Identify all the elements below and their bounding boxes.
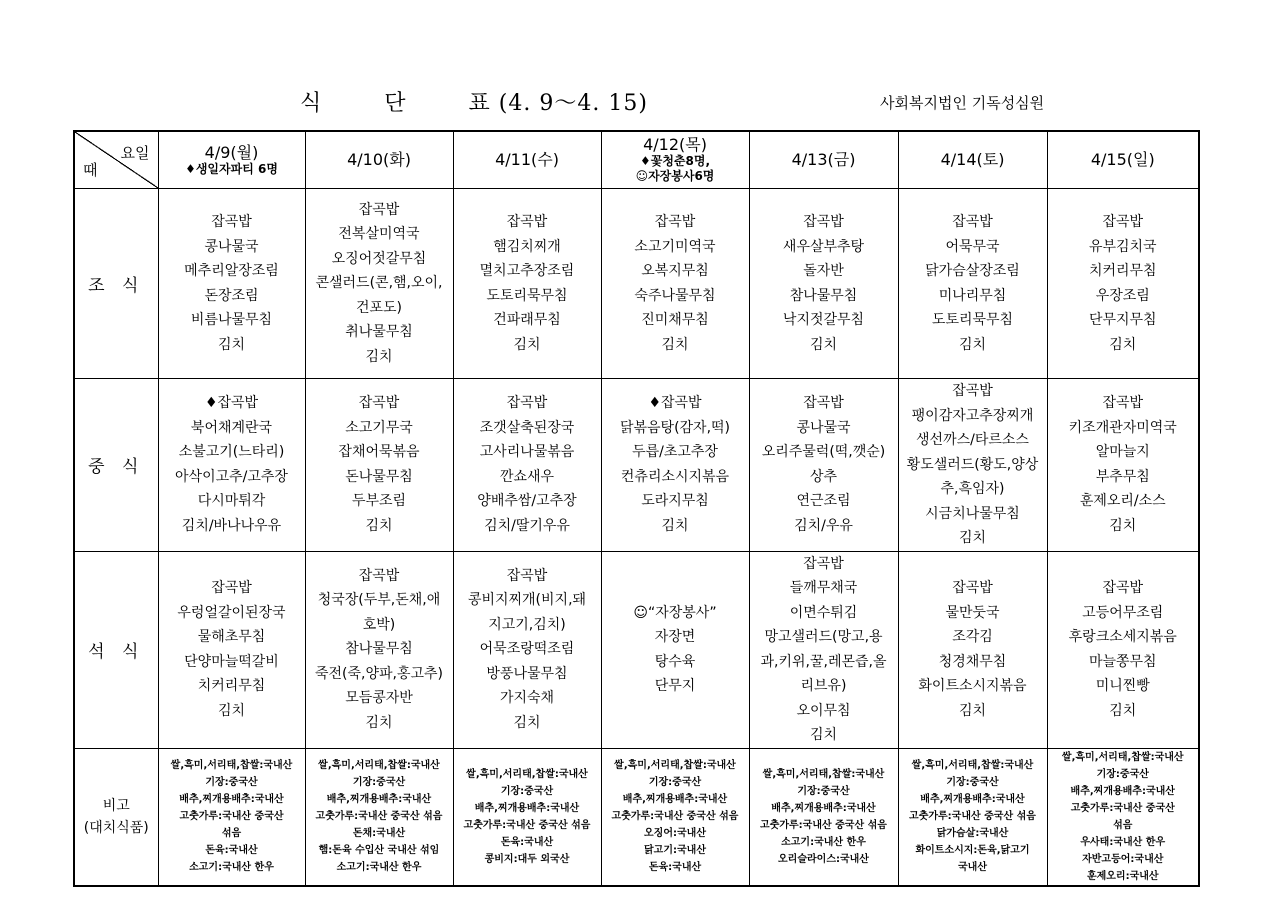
menu-item: 물해초무침 <box>197 629 266 645</box>
origin-note-cell <box>305 748 453 886</box>
menu-item: 잡곡밥 <box>1102 214 1144 230</box>
origin-note-line: 돈육:국내산 <box>205 845 258 856</box>
menu-item: 황도샐러드(황도,양상 <box>906 456 1039 473</box>
menu-item: 망고샐러드(망고,용 <box>764 629 883 645</box>
origin-note-line: 쌀,흑미,서리태,찹쌀:국내산 <box>170 760 293 771</box>
menu-item: 김치 <box>661 517 689 534</box>
day-header-mon: 4/9(월) ♦생일자파티 6명 <box>158 131 305 189</box>
menu-item: 치커리무침 <box>197 678 266 694</box>
menu-item: 김치 <box>365 517 393 534</box>
menu-item: 마늘쫑무침 <box>1088 653 1157 670</box>
header-row <box>74 131 1199 189</box>
menu-item: 리브유) <box>800 678 847 694</box>
menu-item: 잡곡밥 <box>952 580 993 596</box>
notes-row <box>74 748 1199 886</box>
menu-item: 키조개관자미역국 <box>1068 419 1177 436</box>
menu-item: 이면수튀김 <box>789 604 858 621</box>
menu-item: ☺“자장봉사” <box>633 604 717 621</box>
menu-item: 건파래무침 <box>493 312 561 328</box>
menu-item: 콘샐러드(콘,햄,오이, <box>315 275 443 292</box>
menu-item: 메추리알장조림 <box>184 263 279 279</box>
menu-item: 다시마튀각 <box>197 493 266 510</box>
menu-item: 돈장조림 <box>204 287 259 304</box>
origin-note-line: 기장:중국산 <box>500 785 554 797</box>
menu-item: 김치 <box>217 702 246 719</box>
menu-item: 잡곡밥 <box>506 567 548 584</box>
menu-cell <box>601 551 749 748</box>
origin-note-line: 배추,찌개용배추:국내산 <box>474 802 580 814</box>
meal-label: 중 식 <box>74 379 158 552</box>
menu-item: 김치 <box>809 727 838 743</box>
menu-item: 새우살부추탕 <box>782 238 865 255</box>
menu-cell <box>749 189 898 379</box>
menu-cell <box>1047 551 1199 748</box>
origin-note-line: 화이트소시지:돈육,닭고기 <box>915 845 1030 856</box>
menu-item: 콩나물국 <box>204 238 259 255</box>
menu-cell <box>898 551 1047 748</box>
origin-note-line: 쌀,흑미,서리태,찹쌀:국내산 <box>614 760 736 771</box>
menu-item: 김치 <box>365 714 393 731</box>
menu-item: 유부김치국 <box>1088 238 1157 255</box>
menu-item: 건포도) <box>355 299 403 316</box>
menu-cell <box>158 189 305 379</box>
notes-label: 비고 (대치식품) <box>74 748 158 886</box>
origin-note-line: 배추,찌개용배추:국내산 <box>771 802 876 814</box>
menu-item: 전복살미역국 <box>338 226 420 243</box>
menu-item: 김치 <box>958 530 987 546</box>
menu-item: 잡곡밥 <box>803 555 844 572</box>
origin-note-line: 오징어:국내산 <box>644 828 706 839</box>
menu-item: 어묵조랑떡조림 <box>479 641 575 658</box>
day-header-wed: 4/11(수) <box>453 131 601 189</box>
menu-item: 잡곡밥 <box>803 214 844 230</box>
origin-note-line: 소고기:국내산 한우 <box>189 862 274 873</box>
organization-name: 사회복지법인 기독성심원 <box>880 94 1045 112</box>
menu-item: 치커리무침 <box>1088 263 1157 279</box>
menu-item: 잡곡밥 <box>654 214 696 230</box>
origin-note-cell <box>453 748 601 886</box>
menu-item: 청국장(두부,돈채,애 <box>317 592 441 609</box>
menu-item: 깐쇼새우 <box>499 468 555 485</box>
origin-note-cell <box>158 748 305 886</box>
menu-item: 김치 <box>1109 336 1137 353</box>
menu-item: 소불고기(느타리) <box>178 444 285 461</box>
menu-item: 돌자반 <box>803 263 844 279</box>
day-header-sun: 4/15(일) <box>1047 131 1199 189</box>
menu-item: 잡곡밥 <box>952 383 993 399</box>
menu-item: 잡곡밥 <box>358 567 400 584</box>
menu-item: 미니찐빵 <box>1095 678 1150 694</box>
menu-item: 조갯살축된장국 <box>479 419 575 436</box>
menu-item: 죽전(죽,양파,홍고추) <box>314 665 444 682</box>
menu-item: 양배추쌈/고추장 <box>477 493 577 510</box>
day-header-thu: 4/12(목) ♦꽃청춘8명, ☺자장봉사6명 <box>601 131 749 189</box>
day-header-fri: 4/13(금) <box>749 131 898 189</box>
origin-note-line: 닭고기:국내산 <box>644 845 706 856</box>
origin-note-line: 닭가슴살:국내산 <box>936 828 1009 839</box>
menu-item: 단양마늘떡갈비 <box>184 653 279 670</box>
menu-item: 잡곡밥 <box>358 395 400 412</box>
menu-item: 모듬콩자반 <box>345 690 413 707</box>
origin-note-line: 쌀,흑미,서리태,찹쌀:국내산 <box>318 760 440 771</box>
menu-item: 탕수육 <box>654 653 696 670</box>
page-title: 식 단 표 (4. 9～4. 15) <box>300 91 648 116</box>
menu-item: 닭가슴살장조림 <box>925 263 1020 279</box>
menu-item: 김치 <box>1109 517 1137 534</box>
menu-item: 잡곡밥 <box>506 395 548 412</box>
origin-note-line: 고춧가루:국내산 중국산 <box>179 811 284 822</box>
origin-note-line: 돈육:국내산 <box>500 836 554 848</box>
origin-note-cell <box>1047 748 1199 886</box>
menu-item: 돈나물무침 <box>345 468 413 485</box>
menu-item: 잡곡밥 <box>1102 395 1144 412</box>
menu-item: 가지숙채 <box>499 690 555 707</box>
menu-item: 잡곡밥 <box>506 214 548 230</box>
origin-note-line: 배추,찌개용배추:국내산 <box>179 794 284 805</box>
menu-cell <box>305 379 453 552</box>
origin-note-line: 훈제오리:국내산 <box>1086 870 1159 882</box>
menu-item: 훈제오리/소스 <box>1079 493 1166 510</box>
origin-note-line: 소고기:국내산 한우 <box>336 862 422 873</box>
menu-item: 김치 <box>365 348 393 365</box>
menu-cell <box>305 551 453 748</box>
menu-item: 잡곡밥 <box>803 395 844 412</box>
origin-note-line: 기장:중국산 <box>797 785 850 797</box>
menu-cell <box>601 189 749 379</box>
origin-note-line: 우사태:국내산 한우 <box>1080 836 1166 848</box>
menu-item: 잡곡밥 <box>952 214 993 230</box>
menu-item: 물만둣국 <box>945 604 1000 621</box>
origin-note-line: 돈채:국내산 <box>352 828 406 839</box>
origin-note-line: 고춧가루:국내산 중국산 섞음 <box>909 811 1036 822</box>
origin-note-cell <box>749 748 898 886</box>
origin-note-cell <box>898 748 1047 886</box>
menu-item: 두릅/초고추장 <box>632 444 718 461</box>
menu-item: 소고기미역국 <box>634 238 716 255</box>
meal-row <box>74 189 1199 379</box>
origin-note-line: 배추,찌개용배추:국내산 <box>326 794 432 805</box>
origin-note-line: 고춧가루:국내산 중국산 섞음 <box>315 811 443 822</box>
menu-cell <box>453 189 601 379</box>
origin-note-line: 소고기:국내산 한우 <box>781 836 866 848</box>
menu-item: 콩비지찌개(비지,돼 <box>467 592 587 609</box>
origin-note-line: 고춧가루:국내산 중국산 섞음 <box>611 811 739 822</box>
menu-item: ♦잡곡밥 <box>648 395 702 412</box>
menu-item: 화이트소시지볶음 <box>918 678 1027 694</box>
menu-cell <box>158 551 305 748</box>
menu-item: 김치 <box>958 336 987 353</box>
menu-item: 김치 <box>1109 702 1137 719</box>
origin-note-line: 돈육:국내산 <box>648 862 702 873</box>
menu-item: 잡곡밥 <box>211 214 252 230</box>
menu-item: 후랑크소세지볶음 <box>1068 629 1177 645</box>
origin-note-line: 배추,찌개용배추:국내산 <box>920 794 1025 805</box>
menu-item: 연근조림 <box>796 493 851 510</box>
origin-note-line: 오리슬라이스:국내산 <box>778 853 869 865</box>
origin-note-line: 콩비지:대두 외국산 <box>484 853 570 865</box>
menu-item: 방풍나물무침 <box>486 665 568 682</box>
origin-note-line: 국내산 <box>958 862 987 873</box>
menu-item: 숙주나물무침 <box>634 287 716 304</box>
menu-item: 조각김 <box>952 629 993 645</box>
meal-label: 석 식 <box>74 551 158 748</box>
menu-item: 김치/딸기우유 <box>484 517 570 534</box>
menu-item: 어묵무국 <box>945 238 1000 255</box>
menu-item: 컨츄리소시지볶음 <box>620 468 730 485</box>
origin-note-line: 쌀,흑미,서리태,찹쌀:국내산 <box>466 768 588 780</box>
meal-header-label: 때 <box>83 161 98 179</box>
origin-note-line: 섞음 <box>1113 819 1133 831</box>
menu-item: 닭볶음탕(감자,떡) <box>619 419 731 436</box>
origin-note-line: 고춧가루:국내산 중국산 섞음 <box>760 819 887 831</box>
origin-note-line: 기장:중국산 <box>205 777 258 788</box>
menu-item: 단무지 <box>654 678 696 694</box>
menu-item: 취나물무침 <box>345 324 413 341</box>
menu-cell <box>749 551 898 748</box>
menu-item: 두부조림 <box>351 493 407 510</box>
origin-note-line: 배추,찌개용배추:국내산 <box>1070 785 1175 797</box>
menu-cell <box>601 379 749 552</box>
menu-item: 단무지무침 <box>1088 312 1157 328</box>
origin-note-line: 쌀,흑미,서리태,찹쌀:국내산 <box>911 760 1034 771</box>
menu-item: 고등어무조림 <box>1082 604 1164 621</box>
menu-item: 김치 <box>513 714 541 731</box>
menu-item: 김치 <box>217 336 246 353</box>
menu-item: 소고기무국 <box>345 419 413 436</box>
menu-item: 잡채어묵볶음 <box>338 444 420 461</box>
menu-item: 오리주물럭(떡,깻순) <box>761 444 886 461</box>
menu-item: 북어채계란국 <box>190 419 273 436</box>
menu-cell <box>453 551 601 748</box>
origin-note-line: 쌀,흑미,서리태,찹쌀:국내산 <box>762 768 885 780</box>
origin-note-line: 쌀,흑미,서리태,찹쌀:국내산 <box>1061 751 1184 763</box>
origin-note-cell <box>601 748 749 886</box>
menu-item: 들깨무채국 <box>789 580 858 596</box>
menu-item: 멸치고추장조림 <box>479 263 575 279</box>
menu-item: 우렁얼갈이된장국 <box>177 604 286 621</box>
origin-note-line: 기장:중국산 <box>946 777 999 788</box>
menu-item: 호박) <box>362 616 396 633</box>
menu-cell <box>305 189 453 379</box>
menu-item: 오복지무침 <box>641 263 709 279</box>
menu-item: 부추무침 <box>1095 468 1150 485</box>
menu-item: 우장조림 <box>1095 287 1150 304</box>
origin-note-line: 고춧가루:국내산 중국산 섞음 <box>463 819 591 831</box>
meal-row <box>74 379 1199 552</box>
menu-item: 참나물무침 <box>345 641 413 658</box>
corner-cell <box>74 131 158 189</box>
origin-note-line: 고춧가루:국내산 중국산 <box>1070 802 1175 814</box>
menu-item: 도토리묵무침 <box>931 312 1014 328</box>
menu-item: 김치 <box>513 336 541 353</box>
menu-item: 콩나물국 <box>796 419 851 436</box>
menu-item: 추,흑임자) <box>940 481 1005 497</box>
menu-item: 참나물무침 <box>789 287 858 304</box>
origin-note-line: 배추,찌개용배추:국내산 <box>622 794 728 805</box>
menu-item: 시금치나물무침 <box>925 505 1020 522</box>
menu-item: 아삭이고추/고추장 <box>175 468 288 485</box>
menu-item: 햄김치찌개 <box>493 238 561 255</box>
menu-item: 미나리무침 <box>938 287 1007 304</box>
menu-item: 도라지무침 <box>641 493 709 510</box>
menu-cell <box>1047 189 1199 379</box>
menu-cell <box>1047 379 1199 552</box>
menu-item: 상추 <box>809 468 838 485</box>
menu-item: ♦잡곡밥 <box>204 395 259 412</box>
menu-item: 생선까스/타르소스 <box>916 432 1029 448</box>
menu-item: 비름나물무침 <box>190 312 273 328</box>
menu-item: 지고기,김치) <box>488 616 566 633</box>
meal-label: 조 식 <box>74 189 158 379</box>
menu-item: 잡곡밥 <box>1102 580 1144 596</box>
menu-item: 도토리묵무침 <box>486 287 568 304</box>
menu-item: 진미채무침 <box>641 312 709 328</box>
menu-item: 낙지젓갈무침 <box>782 312 865 328</box>
origin-note-line: 섞음 <box>221 828 242 839</box>
menu-item: 김치 <box>809 336 838 353</box>
origin-note-line: 기장:중국산 <box>1096 768 1149 780</box>
origin-note-line: 햄:돈육 수입산 국내산 섞임 <box>318 845 440 856</box>
origin-note-line: 기장:중국산 <box>648 777 702 788</box>
menu-item: 팽이감자고추장찌개 <box>911 407 1034 424</box>
menu-item: 김치 <box>661 336 689 353</box>
menu-table <box>73 130 1200 887</box>
menu-cell <box>749 379 898 552</box>
menu-item: 김치/바나나우유 <box>181 517 282 534</box>
menu-item: 잡곡밥 <box>211 580 252 596</box>
day-header-tue: 4/10(화) <box>305 131 453 189</box>
menu-item: 알마늘지 <box>1095 444 1150 461</box>
origin-note-line: 기장:중국산 <box>352 777 406 788</box>
menu-item: 오징어젓갈무침 <box>331 250 427 267</box>
origin-note-line: 자반고등어:국내산 <box>1082 853 1164 865</box>
day-header-label: 요일 <box>120 144 150 162</box>
meal-row <box>74 551 1199 748</box>
menu-item: 오이무침 <box>796 702 851 719</box>
menu-cell <box>158 379 305 552</box>
menu-item: 과,키위,꿀,레몬즙,올 <box>760 653 887 670</box>
menu-item: 잡곡밥 <box>358 201 400 218</box>
menu-cell <box>898 379 1047 552</box>
menu-item: 청경채무침 <box>938 653 1007 670</box>
menu-cell <box>453 379 601 552</box>
menu-item: 자장면 <box>654 629 696 645</box>
menu-item: 김치 <box>958 702 987 719</box>
day-header-sat: 4/14(토) <box>898 131 1047 189</box>
menu-item: 고사리나물볶음 <box>479 444 575 461</box>
menu-item: 김치/우유 <box>794 517 853 534</box>
menu-cell <box>898 189 1047 379</box>
